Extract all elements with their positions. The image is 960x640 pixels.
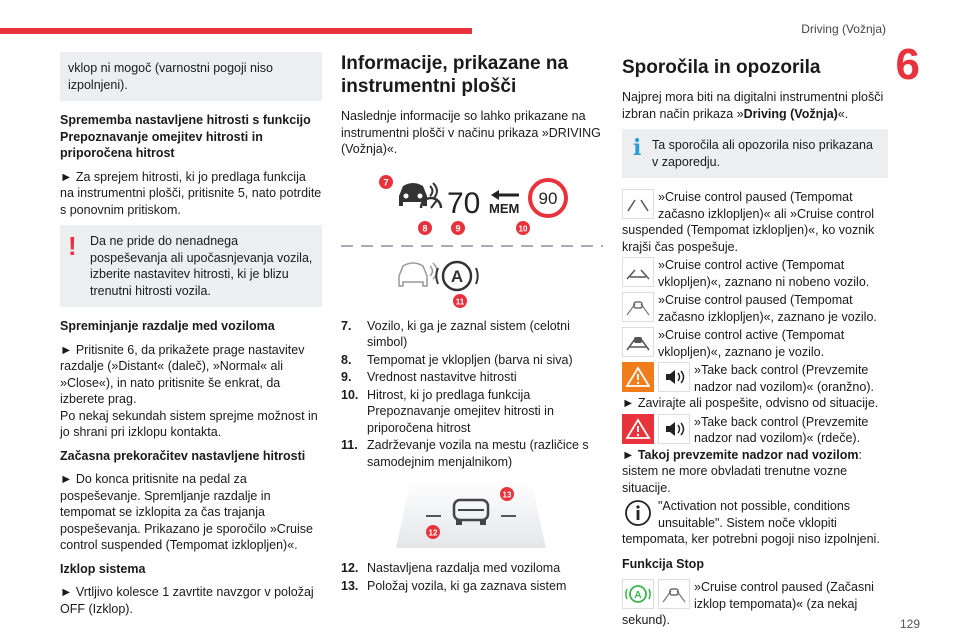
message-text: »Cruise control paused (Začasni izklop tempomata)« (za nekaj sekund). xyxy=(622,580,874,627)
legend-list-1 xyxy=(341,318,603,471)
heading-distance: Spreminjanje razdalje med voziloma xyxy=(60,319,275,333)
heading-overrun: Začasna prekoračitev nastavljene hitrosti xyxy=(60,448,306,463)
speed-limit-value: 90 xyxy=(538,188,558,208)
page-number: 129 xyxy=(899,617,920,631)
intro-paragraph-messages: Najprej mora biti na digitalni instrumentni plošči izbran način prikaza »Driving (Vožnja)«. xyxy=(622,90,884,121)
auto-hold-icon xyxy=(436,262,477,290)
message-text: »Take back control (Prevzemite nadzor nad vozilom)« (oranžno). xyxy=(694,363,874,394)
callout-13 xyxy=(500,487,514,501)
callout-7 xyxy=(379,175,393,189)
distance-illustration xyxy=(341,480,603,550)
list-item: 10. Hitrost, ki jo predlaga funkcija Prepoznavanje omejitev hitrosti in priporočena hitrost xyxy=(341,387,554,435)
list-item: 12. Nastavljena razdalja med voziloma xyxy=(341,561,561,575)
action-brake-accelerate: ► Zavirajte ali pospešite, odvisno od situacije. xyxy=(622,396,879,410)
column-2 xyxy=(341,52,603,600)
list-item: 8. Tempomat je vklopljen (barva ni siva) xyxy=(341,352,573,367)
paragraph-change-speed: ► Za sprejem hitrosti, ki jo predlaga funkcija na instrumentni plošči, pritisnite 5, nato potrdite s ponovnim pritiskom. xyxy=(60,169,322,217)
intro-paragraph: Naslednje informacije so lahko prikazane na instrumentni plošči v načinu prikaza »DRIVING (Vožnja)«. xyxy=(341,109,601,156)
warning-triangle-red-icon xyxy=(622,414,654,444)
message-text: »Cruise control paused (Tempomat začasno izklopljen)« ali »Cruise control suspended (Tempomat izklopljen)«, ko voznik krajši čas pospešuje. xyxy=(622,190,875,254)
svg-text:11: 11 xyxy=(455,297,465,306)
list-item: 11. Zadrževanje vozila na mestu (različice s samodejnim menjalnikom) xyxy=(341,438,589,469)
distance-figure xyxy=(341,480,603,550)
message-activation-not-possible xyxy=(622,498,888,548)
paragraph-distance-1: ► Pritisnite 6, da prikažete prage nastavitev razdalje (»Distant« (daleč), »Normal« ali »Close«), in nato pritisnite še enkrat, da izberete prag. xyxy=(60,342,305,406)
heading-change-speed: Sprememba nastavljene hitrosti s funkcijo Prepoznavanje omejitev hitrosti in priporočena hitrost xyxy=(60,113,311,160)
cruise-paused-icon xyxy=(622,189,654,219)
info-circle-icon xyxy=(622,498,654,528)
heading-system-off: Izklop sistema xyxy=(60,561,146,576)
vehicle-hold-ghost-icon xyxy=(399,263,437,286)
list-item: 13. Položaj vozila, ki ga zaznava sistem xyxy=(341,578,567,593)
road-surface xyxy=(396,480,546,548)
message-take-back-red xyxy=(622,414,888,447)
heading-stop-function: Funkcija Stop xyxy=(622,556,704,571)
mem-arrow-icon xyxy=(491,190,519,200)
list-item: 9. Vrednost nastavitve hitrosti xyxy=(341,370,517,384)
section-title-messages: Sporočila in opozorila xyxy=(622,57,821,78)
callout-8 xyxy=(418,221,432,235)
message-cruise-active-no-vehicle xyxy=(622,257,888,290)
paragraph-distance-2: Po nekaj sekundah sistem sprejme možnost in jo shrani pri izklopu kontakta. xyxy=(60,408,318,439)
paragraph-overrun: ► Do konca pritisnite na pedal za pospeševanje. Spremljanje razdalje in tempomat se izklopita za čas trajanja pospeševanja. Prikazano je sporočilo »Cruise control suspended (Tempomat izklopljen)«. xyxy=(60,472,313,552)
svg-text:12: 12 xyxy=(428,528,438,538)
message-text: »Cruise control paused (Tempomat začasno izklopljen)«, zaznano je vozilo. xyxy=(658,293,877,324)
message-text: »Take back control (Prevzemite nadzor nad vozilom)« (rdeče). xyxy=(694,414,869,445)
column-1 xyxy=(60,52,322,624)
section-title-dashboard-info: Informacije, prikazane na instrumentni plošči xyxy=(341,53,569,97)
note-text: vklop ni mogoč (varnostni pogoji niso izpolnjeni). xyxy=(68,61,273,92)
vehicle-ahead-icon xyxy=(658,579,690,609)
callout-11 xyxy=(453,294,467,308)
chapter-number: 6 xyxy=(895,40,920,89)
svg-text:9: 9 xyxy=(455,223,461,233)
action-take-control: ► Takoj prevzemite nadzor nad vozilom: sistem ne more obvladati trenutne vozne situacije. xyxy=(622,447,862,495)
message-text: »Cruise control active (Tempomat vklopljen)«, zaznano je vozilo. xyxy=(658,328,845,359)
info-box xyxy=(622,129,888,178)
sound-icon xyxy=(658,362,690,392)
set-speed-value: 70 xyxy=(447,186,481,220)
svg-text:8: 8 xyxy=(422,223,428,233)
running-head: Driving (Vožnja) xyxy=(801,22,886,36)
message-cruise-paused xyxy=(622,189,888,255)
vehicle-ahead-active-icon xyxy=(622,327,654,357)
info-text: Ta sporočila ali opozorila niso prikazana v zaporedju. xyxy=(652,138,873,169)
callout-9 xyxy=(451,221,465,235)
detected-vehicle-icon xyxy=(399,183,437,206)
note-box-top xyxy=(60,52,322,101)
instrument-panel-illustration xyxy=(341,168,603,308)
legend-list-2 xyxy=(341,560,603,594)
paragraph-system-off: ► Vrtljivo kolesce 1 zavrtite navzgor v položaj OFF (Izklop). xyxy=(60,585,314,616)
warning-box xyxy=(60,225,322,307)
speed-limit-sign-icon xyxy=(530,180,566,216)
svg-text:A: A xyxy=(634,590,642,601)
instrument-panel-figure xyxy=(341,168,603,308)
callout-12 xyxy=(426,525,440,539)
warning-text: Da ne pride do nenadnega pospeševanja ali upočasnjevanja vozila, izberite nastavitev hitrosti, ki je blizu trenutni hitrosti vozila. xyxy=(90,234,313,298)
callout-10 xyxy=(516,221,530,235)
list-item: 7. Vozilo, ki ga je zaznal sistem (celotni simbol) xyxy=(341,318,570,349)
road-lines-icon xyxy=(622,257,654,287)
message-text: "Activation not possible, conditions unsuitable". Sistem noče vklopiti tempomata, ker potrebni pogoji niso izpolnjeni. xyxy=(622,499,880,546)
vehicle-ahead-icon xyxy=(622,292,654,322)
svg-text:13: 13 xyxy=(502,490,512,500)
info-icon: i xyxy=(633,135,642,161)
warning-triangle-orange-icon xyxy=(622,362,654,392)
mem-label: MEM xyxy=(489,200,520,216)
sound-icon xyxy=(658,414,690,444)
header-accent-bar xyxy=(0,28,472,34)
message-take-back-orange xyxy=(622,362,888,395)
auto-hold-green-icon xyxy=(622,579,654,609)
message-stop-paused xyxy=(622,579,888,629)
message-text: »Cruise control active (Tempomat vklopljen)«, zaznano ni nobeno vozilo. xyxy=(658,258,870,289)
message-cruise-paused-vehicle xyxy=(622,292,888,325)
message-cruise-active-vehicle xyxy=(622,327,888,360)
svg-text:10: 10 xyxy=(518,224,528,233)
column-3 xyxy=(622,52,888,629)
svg-text:A: A xyxy=(450,266,464,286)
svg-text:7: 7 xyxy=(383,177,389,187)
warning-icon: ! xyxy=(68,231,77,261)
